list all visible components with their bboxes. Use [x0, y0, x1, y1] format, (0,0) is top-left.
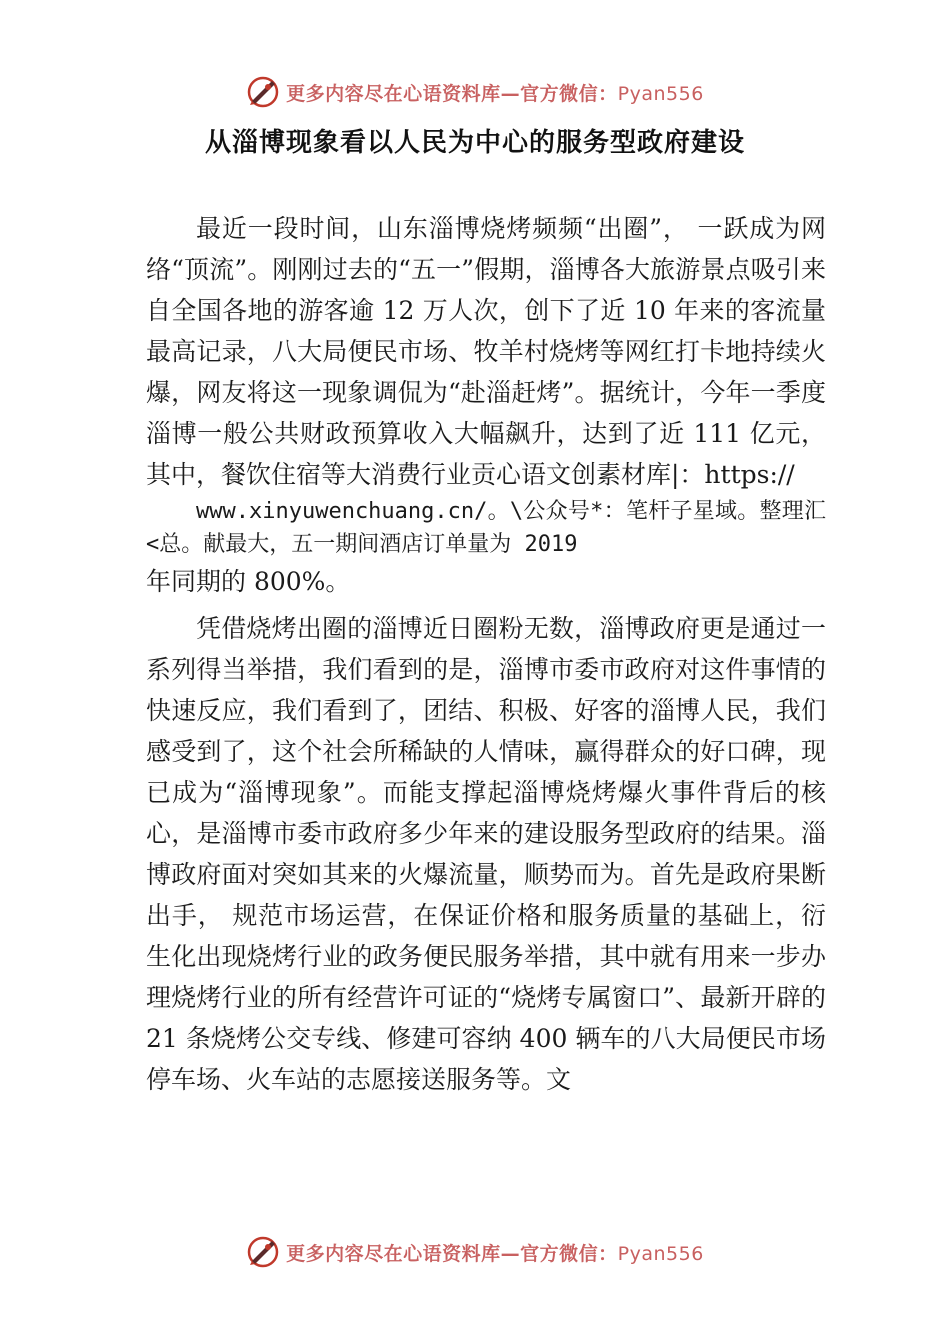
footer-contact: Pyan556 — [617, 1242, 704, 1265]
header-label: 更多内容尽在心语资料库—官方微信： — [286, 82, 618, 105]
header-contact: Pyan556 — [617, 82, 704, 105]
paragraph-1 — [146, 208, 826, 602]
paragraph-1-watermark-line: www.xinyuwenchuang.cn/。\公众号*：笔杆子星域。整理汇<总。献最大，五一期间酒店订单量为 2019 — [146, 499, 826, 557]
pen-logo-icon — [246, 1235, 280, 1269]
document-body — [146, 208, 826, 1100]
pen-logo-icon — [246, 75, 280, 109]
document-title: 从淄博现象看以人民为中心的服务型政府建设 — [204, 128, 745, 158]
paragraph-2: 凭借烧烤出圈的淄博近日圈粉无数，淄博政府更是通过一系列得当举措，我们看到的是，淄博市委市政府对这件事情的快速反应，我们看到了，团结、积极、好客的淄博人民，我们感受到了，这个社会所稀缺的人情味，赢得群众的好口碑，现已成为“淄博现象”。而能支撑起淄博烧烤爆火事件背后的核心，是淄博市委市政府多少年来的建设服务型政府的结果。淄博政府面对突如其来的火爆流量，顺势而为。首先是政府果断出手， 规范市场运营，在保证价格和服务质量的基础上，衍生化出现烧烤行业的政务便民服务举措，其中就有用来一步办理烧烤行业的所有经营许可证的“烧烤专属窗口”、最新开辟的 21 条烧烤公交专线、修建可容纳 400 辆车的八大局便民市场停车场、火车站的志愿接送服务等。文 — [146, 614, 826, 1094]
header-banner-text — [286, 79, 704, 106]
footer-banner-text — [286, 1239, 704, 1266]
footer-banner — [0, 1232, 950, 1272]
footer-label: 更多内容尽在心语资料库—官方微信： — [286, 1242, 618, 1265]
header-banner — [0, 72, 950, 112]
paragraph-1-tail: 年同期的 800%。 — [146, 567, 351, 596]
paragraph-1-main: 最近一段时间，山东淄博烧烤频频“出圈”， 一跃成为网络“顶流”。刚刚过去的“五一”假期，淄博各大旅游景点吸引来自全国各地的游客逾 12 万人次，创下了近 10 年来的客流量最高记录，八大局便民市场、牧羊村烧烤等网红打卡地持续火爆，网友将这一现象调侃为“赴淄赶烤”。据统计，今年一季度淄博一般公共财政预算收入大幅飙升，达到了近 111 亿元，其中，餐饮住宿等大消费行业贡心语文创素材库|：https:// — [146, 214, 826, 489]
